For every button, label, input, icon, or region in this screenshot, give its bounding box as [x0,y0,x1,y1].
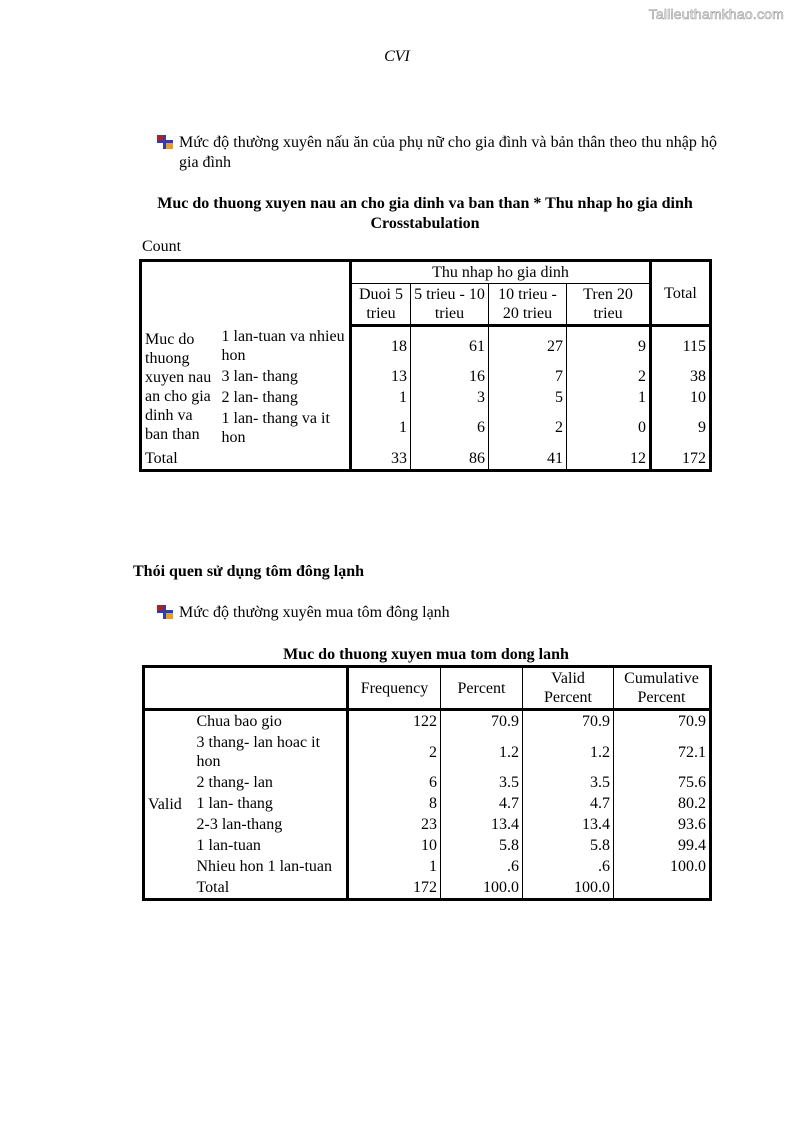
group-label: Valid [148,796,182,813]
col-header: Valid Percent [523,667,614,710]
frequency-table [142,665,712,901]
row-label: 1 lan-tuan va nhieu hon [221,327,345,364]
row-label: Total [196,879,230,896]
col-header: 10 trieu - 20 trieu [489,284,567,326]
row-label: 2 thang- lan [196,774,273,791]
cell: 18 [351,326,411,366]
cell: 70.9 [441,710,523,733]
cell: 33 [351,448,411,471]
cell: 9 [567,326,651,366]
cell: 12 [567,448,651,471]
cell: 1.2 [441,732,523,772]
cell: 1 [348,856,441,877]
bullet-item [157,133,717,173]
cell: 4.7 [441,793,523,814]
bullet-text: Mức độ thường xuyên nấu ăn của phụ nữ cho gia đình và bản thân theo thu nhập hộ gia đình [179,134,717,171]
page-header: CVI [384,48,410,65]
cell: 0 [567,408,651,448]
cell: 100.0 [441,877,523,900]
cell: 1.2 [523,732,614,772]
cell: 61 [411,326,489,366]
cell: 100.0 [614,856,711,877]
cell: 5.8 [523,835,614,856]
cell-total: 115 [651,326,711,366]
bullet-text: Mức độ thường xuyên mua tôm đông lạnh [179,604,450,621]
cell: 10 [348,835,441,856]
cell: 86 [411,448,489,471]
cell: 13.4 [441,814,523,835]
table1-caption: Muc do thuong xuyen nau an cho gia dinh va ban than * Thu nhap ho gia dinh Crosstabulation [157,195,693,232]
cell: 2 [489,408,567,448]
cell-total: 38 [651,366,711,387]
row-label: 2-3 lan-thang [196,816,283,833]
cell: 6 [348,772,441,793]
row-label: 1 lan- thang va it hon [221,409,330,446]
cell: 41 [489,448,567,471]
cell: 1 [567,387,651,408]
table2-caption: Muc do thuong xuyen mua tom dong lanh [283,646,569,663]
cell: 100.0 [523,877,614,900]
col-header: 5 trieu - 10 trieu [411,284,489,326]
col-header: Cumulative Percent [614,667,711,710]
cell: .6 [523,856,614,877]
cell: 27 [489,326,567,366]
cell: 99.4 [614,835,711,856]
cell: 70.9 [614,710,711,733]
cell: 1 [351,408,411,448]
row-label: 2 lan- thang [221,388,298,406]
cell: 75.6 [614,772,711,793]
col-header: Percent [441,667,523,710]
cell: 5 [489,387,567,408]
cell: 2 [567,366,651,387]
cell: 2 [348,732,441,772]
bullet-icon [157,605,179,625]
row-label: 1 lan- thang [196,795,273,812]
cell: 13.4 [523,814,614,835]
cell: 4.7 [523,793,614,814]
total-header: Total [651,261,711,326]
cell: 3.5 [523,772,614,793]
cell [614,877,711,900]
cell: 122 [348,710,441,733]
watermark: Tailieuthamkhao.com [648,6,784,22]
section-heading: Thói quen sử dụng tôm đông lạnh [133,563,365,580]
cell: 3.5 [441,772,523,793]
bullet-item [157,603,717,623]
cell: 13 [351,366,411,387]
cell: 80.2 [614,793,711,814]
col-header: Tren 20 trieu [567,284,651,326]
cell: 5.8 [441,835,523,856]
col-header: Duoi 5 trieu [351,284,411,326]
count-label: Count [142,238,182,255]
cell: 16 [411,366,489,387]
crosstab-table [139,259,712,472]
col-header: Frequency [348,667,441,710]
bullet-icon [157,135,179,175]
cell-total: 10 [651,387,711,408]
row-label: Nhieu hon 1 lan-tuan [196,858,333,875]
cell: 172 [348,877,441,900]
row-label: 3 lan- thang [221,367,298,385]
group-header: Thu nhap ho gia dinh [351,261,651,284]
cell-total: 9 [651,408,711,448]
cell: 93.6 [614,814,711,835]
cell: 7 [489,366,567,387]
cell: 23 [348,814,441,835]
header-blank [144,667,348,710]
cell: 3 [411,387,489,408]
cell-total: 172 [651,448,711,471]
row-label: Chua bao gio [196,713,282,730]
cell: 1 [351,387,411,408]
row-label: 1 lan-tuan [196,837,261,854]
row-group-label: Muc do thuong xuyen nau an cho gia dinh va ban than [145,330,212,443]
cell: 8 [348,793,441,814]
cell: 6 [411,408,489,448]
cell: 70.9 [523,710,614,733]
header-blank [141,261,351,326]
total-row-label: Total [145,449,178,467]
row-label: 3 thang- lan hoac it hon [196,734,321,770]
cell: .6 [441,856,523,877]
cell: 72.1 [614,732,711,772]
